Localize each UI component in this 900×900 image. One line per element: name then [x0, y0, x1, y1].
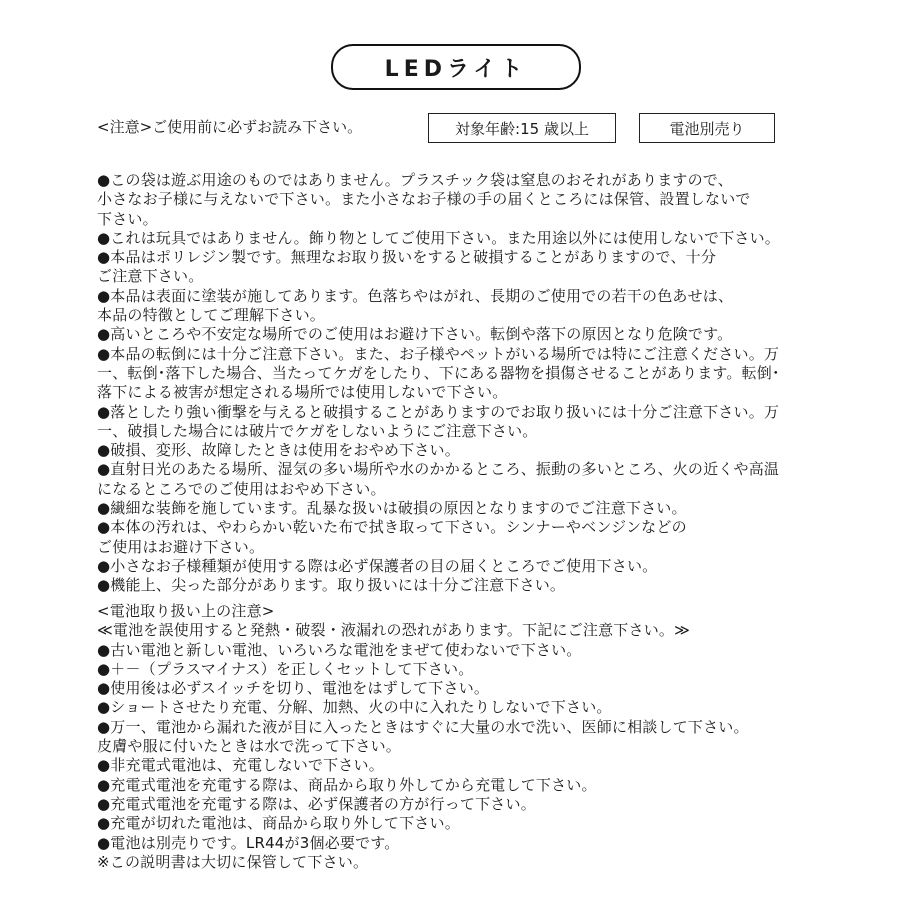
- caution-line: ●万一、電池から漏れた液が目に入ったときはすぐに大量の水で洗い、医師に相談して下さい。: [97, 717, 749, 736]
- caution-line: ●小さなお子様種類が使用する際は必ず保護者の目の届くところでご使用下さい。: [97, 556, 658, 575]
- caution-line: ●充電が切れた電池は、商品から取り外して下さい。: [97, 814, 460, 833]
- caution-line: <電池取り扱い上の注意>: [97, 602, 275, 620]
- caution-line: ●繊細な装飾を施しています。乱暴な扱いは破損の原因となりますのでご注意下さい。: [97, 499, 687, 518]
- caution-line: ●本品は表面に塗装が施してあります。色落ちやはがれ、長期のご使用での若干の色あせは、: [97, 286, 734, 305]
- caution-line: ●充電式電池を充電する際は、商品から取り外してから充電して下さい。: [97, 775, 597, 794]
- caution-line: ※この説明書は大切に保管して下さい。: [97, 852, 369, 871]
- caution-line: ●古い電池と新しい電池、いろいろな電池をまぜて使わないで下さい。: [97, 640, 582, 659]
- caution-line: ●電池は別売りです。LR44が3個必要です。: [97, 833, 400, 852]
- battery-sold-separately-badge: 電池別売り: [639, 113, 775, 143]
- caution-line: ●この袋は遊ぶ用途のものではありません。プラスチック袋は窒息のおそれがありますので、: [97, 171, 733, 189]
- caution-line: ●破損、変形、故障したときは使用をおやめ下さい。: [97, 441, 460, 460]
- caution-line: ご注意下さい。: [97, 267, 204, 286]
- age-badge: 対象年齢:15 歳以上: [428, 113, 616, 143]
- caution-line: ●落としたり強い衝撃を与えると破損することがありますのでお取り扱いには十分ご注意下さい。万: [97, 402, 780, 421]
- caution-line: ●これは玩具ではありません。飾り物としてご使用下さい。また用途以外には使用しないで下さい。: [97, 228, 780, 247]
- caution-line: ご使用はお避け下さい。: [97, 537, 265, 556]
- title-box: [331, 44, 581, 90]
- caution-line: ≪電池を誤使用すると発熱・破裂・液漏れの恐れがあります。下記にご注意下さい。≫: [97, 621, 691, 640]
- caution-line: 一、破損した場合には破片でケガをしないようにご注意下さい。: [97, 421, 538, 440]
- caution-line: ●高いところや不安定な場所でのご使用はお避け下さい。転倒や落下の原因となり危険です。: [97, 325, 733, 344]
- caution-line: 一、転倒･落下した場合、当たってケガをしたり、下にある器物を損傷させることがあります。転倒･: [97, 363, 780, 382]
- caution-line: ●直射日光のあたる場所、湿気の多い場所や水のかかるところ、振動の多いところ、火の近くや高温: [97, 460, 780, 479]
- caution-line: ●＋－（プラスマイナス）を正しくセットして下さい。: [97, 659, 474, 678]
- caution-line: ●機能上、尖った部分があります。取り扱いには十分ご注意下さい。: [97, 576, 566, 595]
- caution-line: ●ショートさせたり充電、分解、加熱、火の中に入れたりしないで下さい。: [97, 698, 612, 717]
- caution-line: 落下による被害が想定される場所では使用しないで下さい。: [97, 383, 508, 402]
- caution-line: 小さなお子様に与えないで下さい。また小さなお子様の手の届くところには保管、設置しないで: [97, 190, 751, 209]
- caution-line: になるところでのご使用はおやめ下さい。: [97, 479, 386, 498]
- caution-line: ●充電式電池を充電する際は、必ず保護者の方が行って下さい。: [97, 794, 536, 813]
- caution-line: ●本体の汚れは、やわらかい乾いた布で拭き取って下さい。シンナーやベンジンなどの: [97, 518, 687, 537]
- caution-line: ●本品の転倒には十分ご注意下さい。また、お子様やペットがいる場所では特にご注意ください。万: [97, 344, 780, 363]
- caution-line: ●非充電式電池は、充電しないで下さい。: [97, 756, 384, 775]
- caution-line: ●使用後は必ずスイッチを切り、電池をはずして下さい。: [97, 679, 490, 698]
- caution-line: ●本品はポリレジン製です。無理なお取り扱いをすると破損することがありますので、十分: [97, 248, 717, 267]
- caution-line: 皮膚や服に付いたときは水で洗って下さい。: [97, 737, 402, 756]
- general-cautions: [97, 171, 780, 596]
- battery-cautions: [97, 602, 749, 872]
- caution-line: 下さい。: [97, 209, 158, 228]
- page-title: LEDライト: [384, 56, 528, 82]
- caution-line: 本品の特徴としてご理解下さい。: [97, 306, 326, 325]
- notice-heading: <注意>ご使用前に必ずお読み下さい。: [97, 118, 363, 136]
